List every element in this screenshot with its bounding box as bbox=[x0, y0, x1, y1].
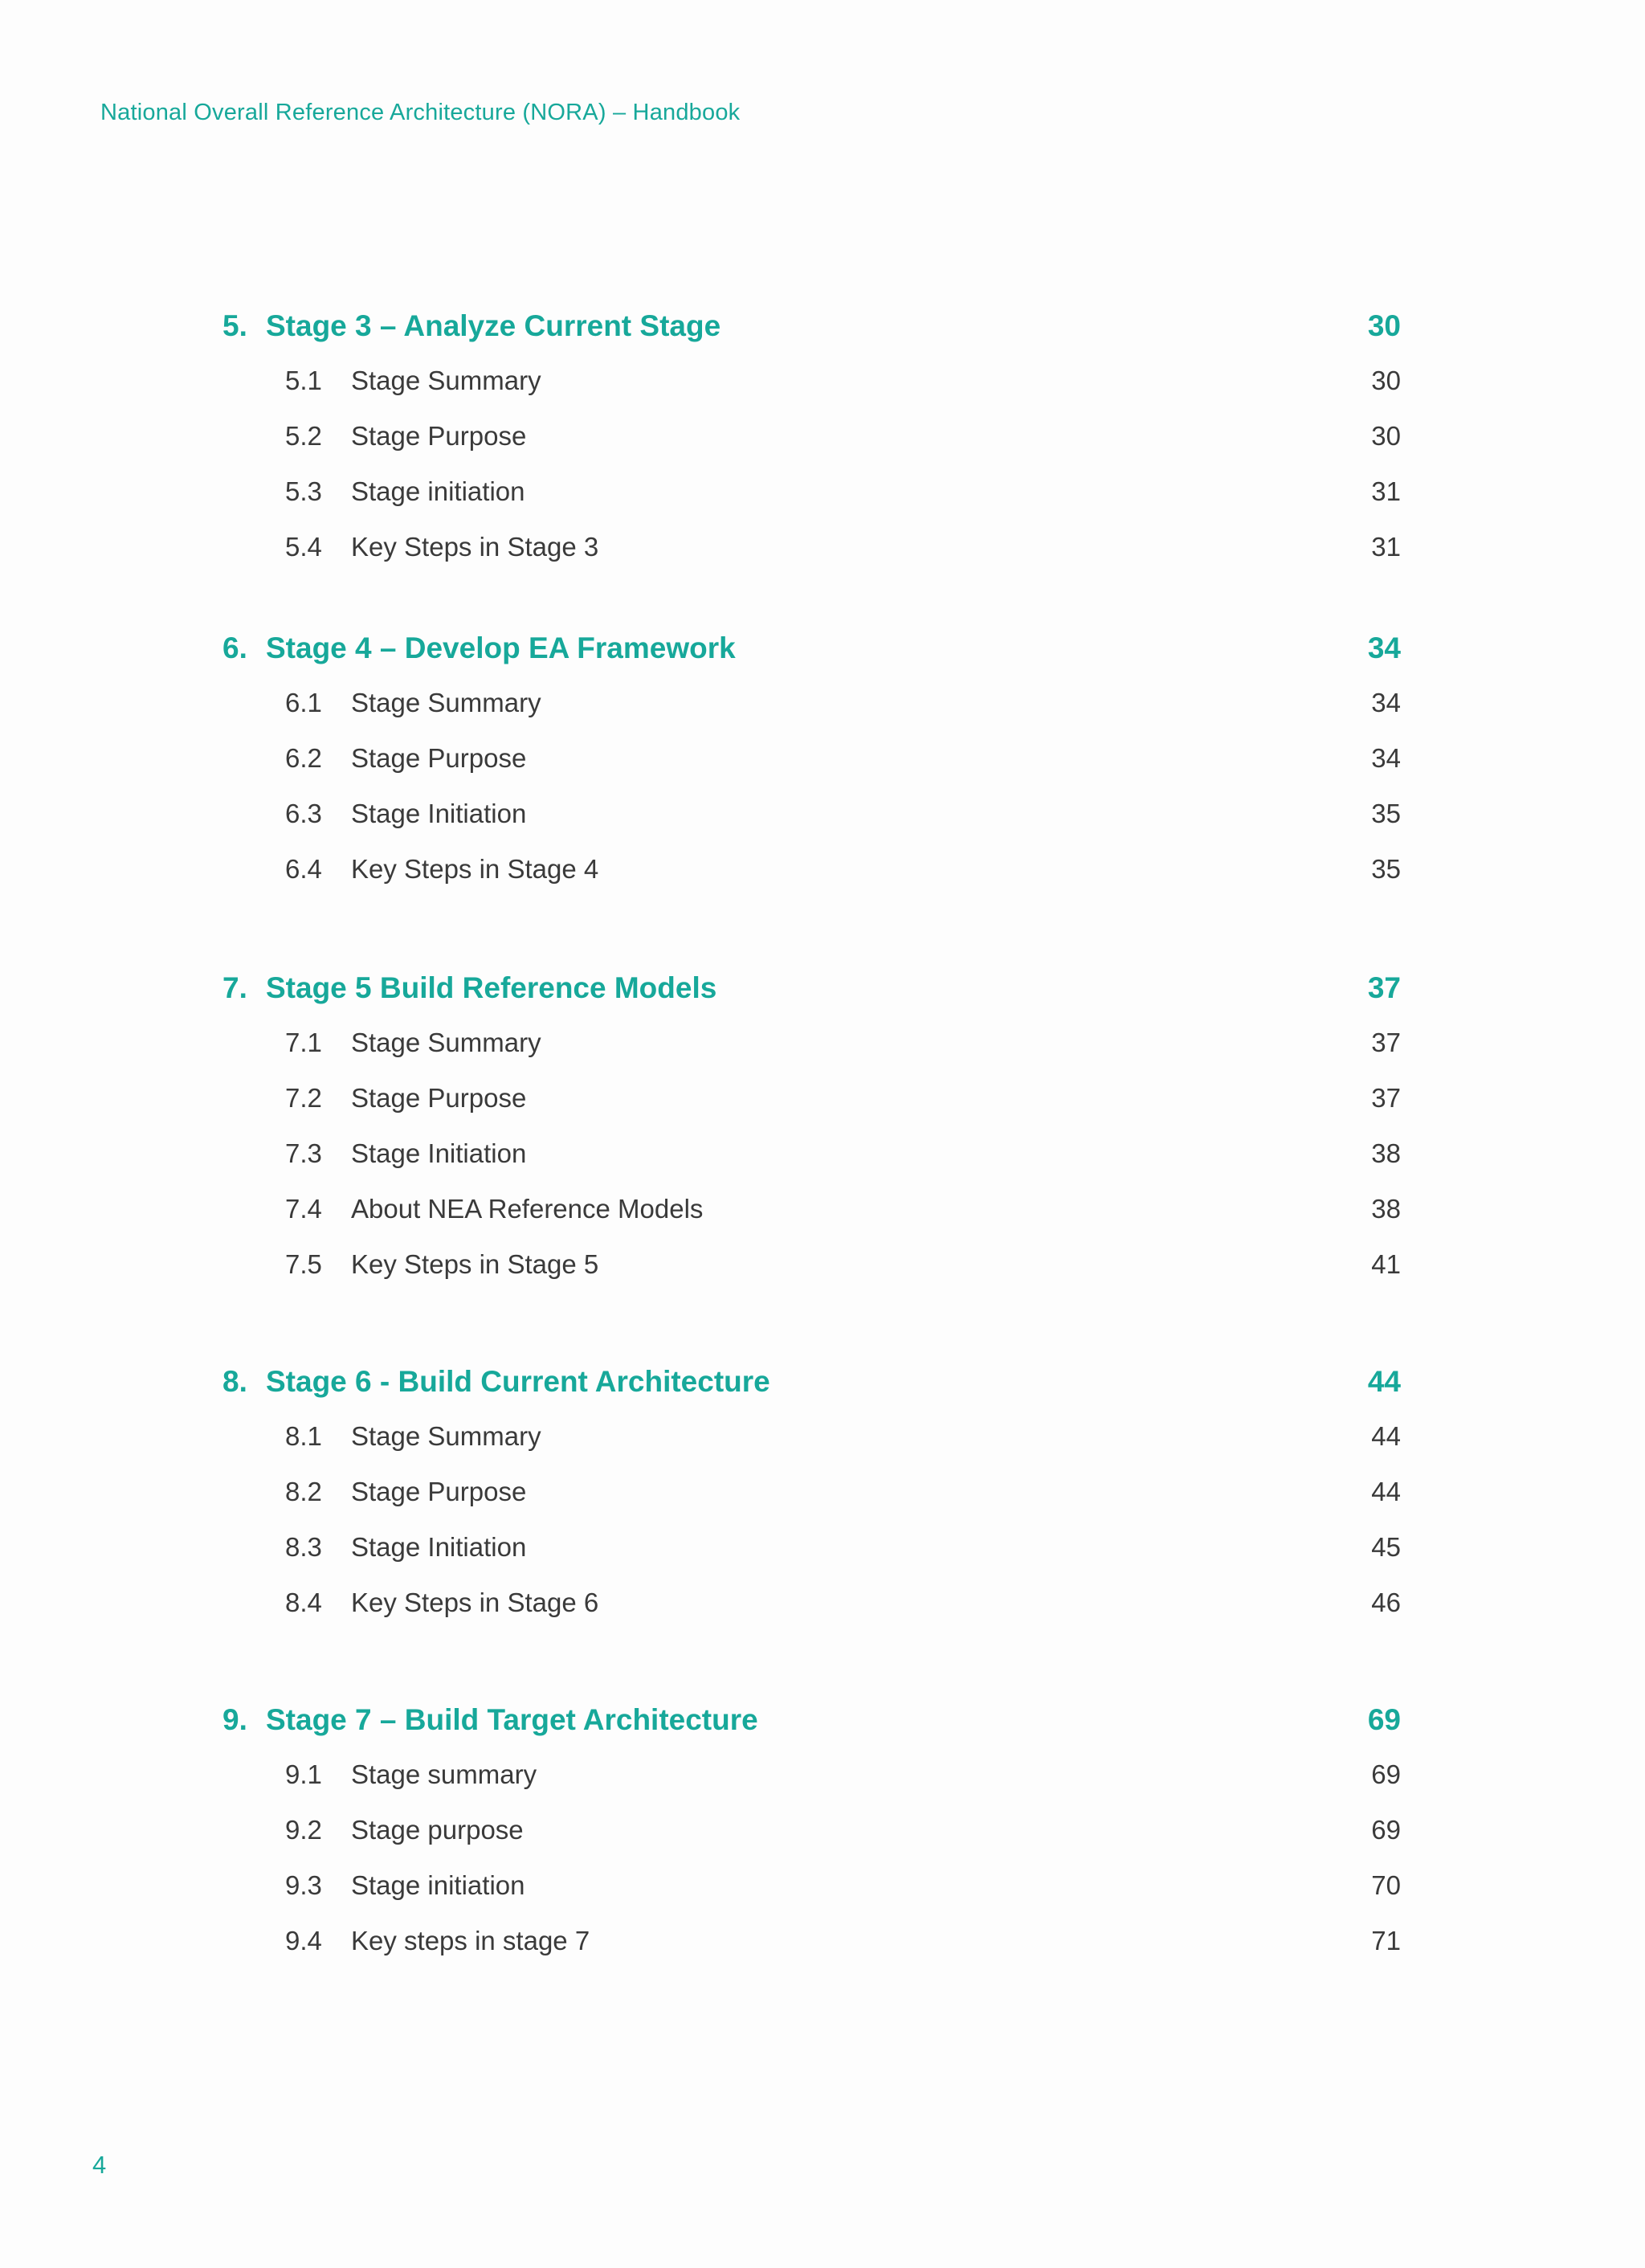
toc-subsection-number: 6.1 bbox=[285, 688, 322, 717]
toc-subsection-page: 38 bbox=[1371, 1138, 1401, 1168]
toc-subsection-title: About NEA Reference Models bbox=[351, 1194, 704, 1224]
toc-subsection-title: Stage Summary bbox=[351, 1421, 541, 1451]
toc-subsection-page: 46 bbox=[1371, 1588, 1401, 1617]
toc-subsection-title: Stage Purpose bbox=[351, 421, 527, 451]
toc-subsection-title: Stage initiation bbox=[351, 476, 525, 506]
toc-subsection-page: 30 bbox=[1371, 366, 1401, 395]
toc-subsection-number: 9.3 bbox=[285, 1870, 322, 1900]
toc-subsection-title: Stage summary bbox=[351, 1759, 537, 1789]
toc-section-page: 44 bbox=[1367, 1365, 1401, 1398]
toc-subsection-title: Key Steps in Stage 3 bbox=[351, 532, 599, 562]
toc-subsection-title: Key steps in stage 7 bbox=[351, 1926, 590, 1955]
toc-subsection-title: Stage Initiation bbox=[351, 1138, 527, 1168]
toc-subsection-number: 7.1 bbox=[285, 1028, 322, 1057]
toc-subsection-title: Key Steps in Stage 4 bbox=[351, 854, 599, 884]
toc-section-number: 9. bbox=[222, 1703, 247, 1736]
toc-section-number: 7. bbox=[222, 971, 247, 1004]
toc-subsection-page: 30 bbox=[1371, 421, 1401, 451]
toc-subsection-page: 45 bbox=[1371, 1532, 1401, 1562]
toc-subsection-number: 6.2 bbox=[285, 743, 322, 773]
toc-subsection-number: 6.3 bbox=[285, 799, 322, 828]
toc-subsection-number: 8.1 bbox=[285, 1421, 322, 1451]
toc-subsection-number: 5.1 bbox=[285, 366, 322, 395]
toc-subsection-number: 9.2 bbox=[285, 1815, 322, 1845]
toc-section-number: 8. bbox=[222, 1365, 247, 1398]
toc-subsection-page: 44 bbox=[1371, 1421, 1401, 1451]
toc-section-number: 5. bbox=[222, 309, 247, 342]
toc-section-title: Stage 6 - Build Current Architecture bbox=[266, 1365, 770, 1398]
toc-subsection-title: Stage Summary bbox=[351, 1028, 541, 1057]
toc-section-page: 69 bbox=[1367, 1703, 1401, 1736]
toc-subsection-number: 7.2 bbox=[285, 1083, 322, 1113]
toc-subsection-page: 37 bbox=[1371, 1028, 1401, 1057]
toc-subsection-title: Key Steps in Stage 5 bbox=[351, 1249, 599, 1279]
toc-subsection-page: 34 bbox=[1371, 688, 1401, 717]
toc-subsection-title: Stage Purpose bbox=[351, 1477, 527, 1506]
toc-section-page: 30 bbox=[1367, 309, 1401, 342]
toc-section-title: Stage 3 – Analyze Current Stage bbox=[266, 309, 721, 342]
toc-subsection-title: Stage purpose bbox=[351, 1815, 524, 1845]
toc-subsection-number: 6.4 bbox=[285, 854, 322, 884]
toc-subsection-number: 8.2 bbox=[285, 1477, 322, 1506]
toc-subsection-number: 8.4 bbox=[285, 1588, 322, 1617]
running-header: National Overall Reference Architecture (NORA) – Handbook bbox=[100, 100, 741, 125]
toc-subsection-number: 9.4 bbox=[285, 1926, 322, 1955]
toc-subsection-title: Stage Initiation bbox=[351, 1532, 527, 1562]
toc-subsection-page: 31 bbox=[1371, 476, 1401, 506]
toc-subsection-page: 31 bbox=[1371, 532, 1401, 562]
toc-subsection-title: Stage initiation bbox=[351, 1870, 525, 1900]
toc-subsection-page: 37 bbox=[1371, 1083, 1401, 1113]
toc-subsection-page: 70 bbox=[1371, 1870, 1401, 1900]
toc-subsection-page: 34 bbox=[1371, 743, 1401, 773]
toc-subsection-number: 5.4 bbox=[285, 532, 322, 562]
toc-subsection-number: 5.2 bbox=[285, 421, 322, 451]
toc-subsection-page: 35 bbox=[1371, 799, 1401, 828]
toc-subsection-number: 9.1 bbox=[285, 1759, 322, 1789]
toc-subsection-page: 44 bbox=[1371, 1477, 1401, 1506]
toc-section-title: Stage 4 – Develop EA Framework bbox=[266, 631, 736, 664]
toc-section-number: 6. bbox=[222, 631, 247, 664]
page-number: 4 bbox=[92, 2151, 107, 2179]
toc-subsection-title: Stage Summary bbox=[351, 688, 541, 717]
toc-subsection-title: Stage Initiation bbox=[351, 799, 527, 828]
toc-section-page: 34 bbox=[1367, 631, 1401, 664]
toc-subsection-title: Stage Purpose bbox=[351, 743, 527, 773]
toc-subsection-title: Key Steps in Stage 6 bbox=[351, 1588, 599, 1617]
toc-subsection-page: 35 bbox=[1371, 854, 1401, 884]
toc-subsection-title: Stage Purpose bbox=[351, 1083, 527, 1113]
toc-subsection-page: 71 bbox=[1371, 1926, 1401, 1955]
toc-subsection-number: 8.3 bbox=[285, 1532, 322, 1562]
toc-subsection-number: 7.4 bbox=[285, 1194, 322, 1224]
toc-subsection-page: 38 bbox=[1371, 1194, 1401, 1224]
toc-subsection-page: 41 bbox=[1371, 1249, 1401, 1279]
toc-subsection-page: 69 bbox=[1371, 1815, 1401, 1845]
toc-subsection-page: 69 bbox=[1371, 1759, 1401, 1789]
toc-subsection-number: 7.3 bbox=[285, 1138, 322, 1168]
toc-section-title: Stage 7 – Build Target Architecture bbox=[266, 1703, 758, 1736]
toc-subsection-title: Stage Summary bbox=[351, 366, 541, 395]
toc-section-title: Stage 5 Build Reference Models bbox=[266, 971, 717, 1004]
toc-section-page: 37 bbox=[1367, 971, 1401, 1004]
toc-subsection-number: 7.5 bbox=[285, 1249, 322, 1279]
toc-subsection-number: 5.3 bbox=[285, 476, 322, 506]
